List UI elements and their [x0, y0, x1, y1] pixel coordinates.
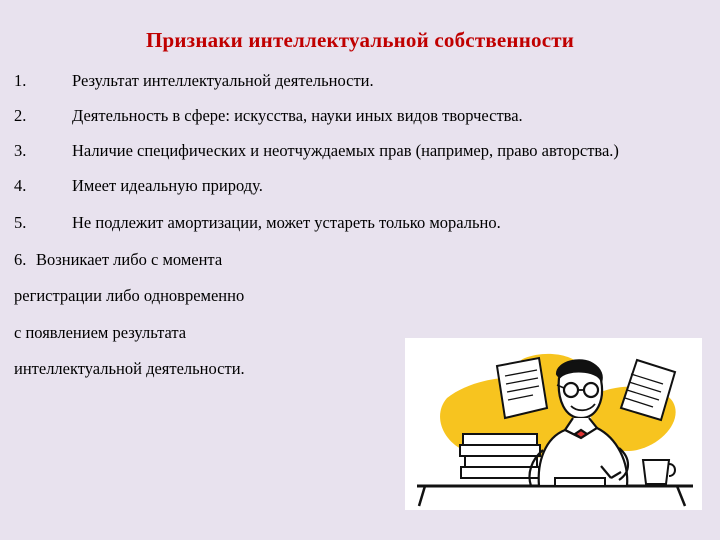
list-item-text: Возникает либо с момента [36, 249, 223, 269]
list-item-line: регистрации либо одновременно [14, 286, 245, 306]
list-item [14, 140, 674, 161]
illustration-man-at-desk [405, 338, 702, 510]
list-item-number: 2. [14, 106, 27, 126]
list-item [14, 70, 674, 91]
list-item-text: Деятельность в сфере: искусства, науки иных видов творчества. [72, 106, 523, 126]
list-item-text: Имеет идеальную природу. [72, 176, 263, 196]
list-item [14, 105, 674, 126]
page-title: Признаки интеллектуальной собственности [145, 28, 575, 52]
list-item-text: Наличие специфических и неотчуждаемых прав (например, право авторства.) [72, 141, 619, 161]
list-item-number: 5. [14, 213, 27, 233]
list-item-number: 6. [14, 249, 27, 269]
list-item-line [14, 250, 674, 271]
list-item-number: 4. [14, 176, 27, 196]
list-item-text: Результат интеллектуальной деятельности. [72, 71, 374, 90]
list-item [14, 212, 674, 233]
list-item-number: 3. [14, 141, 27, 161]
list-item-number: 1. [14, 71, 27, 90]
list-item [14, 175, 674, 196]
list-item-line: с появлением результата [14, 322, 187, 342]
list-item-text: Не подлежит амортизации, может устареть только морально. [72, 213, 501, 233]
list-item-line: интеллектуальной деятельности. [14, 359, 245, 379]
